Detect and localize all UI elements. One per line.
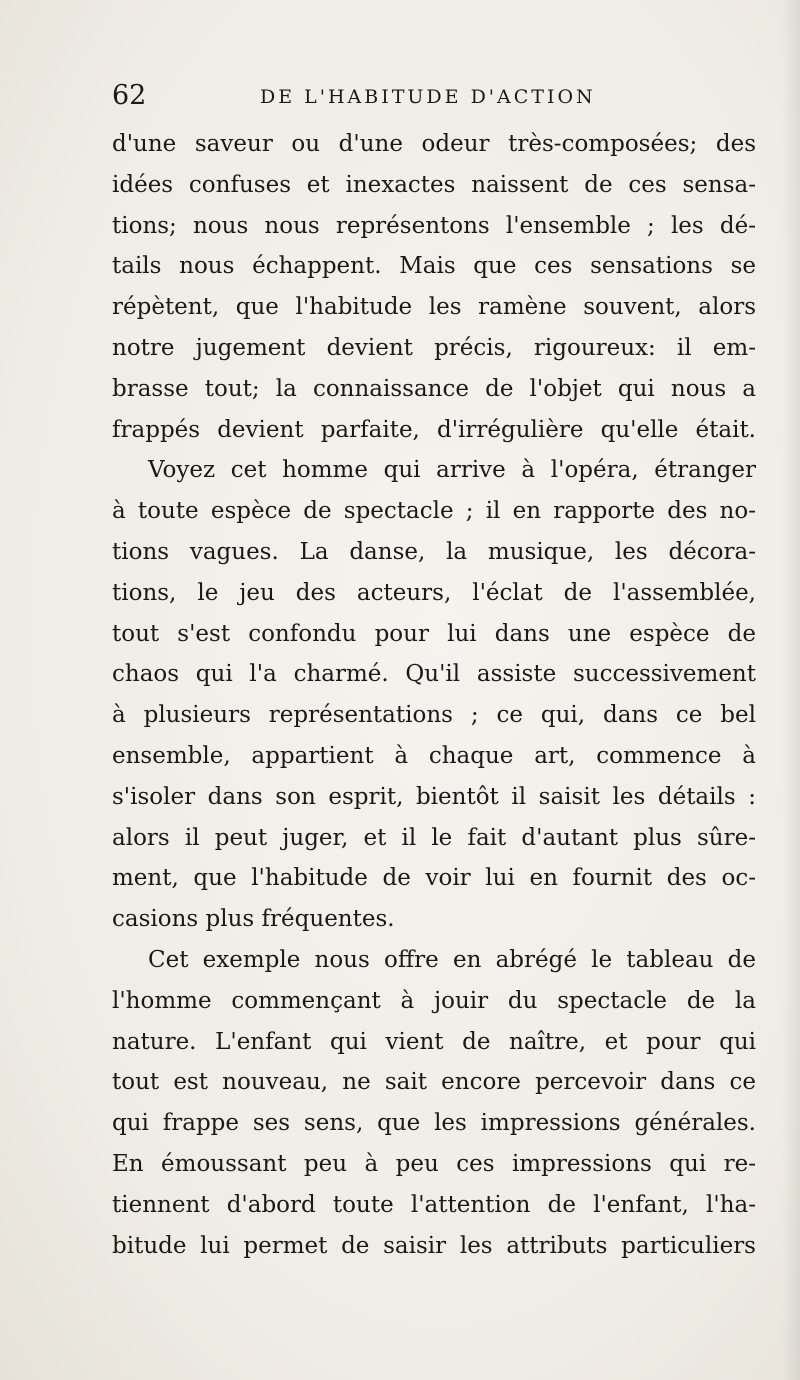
text-line: alors il peut juger, et il le fait d'autant plus sûre- [112, 824, 756, 851]
text-line: chaos qui l'a charmé. Qu'il assiste successivement [112, 661, 756, 688]
text-line: idées confuses et inexactes naissent de ces sensa- [112, 171, 756, 198]
text-line: tions; nous nous représentons l'ensemble ; les dé- [112, 212, 756, 239]
text-line: ment, que l'habitude de voir lui en fournit des oc- [112, 865, 756, 892]
text-line: à toute espèce de spectacle ; il en rapporte des no- [112, 498, 756, 525]
text-line: nature. L'enfant qui vient de naître, et pour qui [112, 1028, 756, 1055]
text-line: frappés devient parfaite, d'irrégulière qu'elle était. [112, 416, 756, 443]
text-line: qui frappe ses sens, que les impressions générales. [112, 1110, 756, 1137]
text-line: Cet exemple nous offre en abrégé le tableau de [148, 946, 756, 973]
text-line: tions, le jeu des acteurs, l'éclat de l'assemblée, [112, 579, 756, 606]
text-line: bitude lui permet de saisir les attributs particuliers [112, 1232, 756, 1259]
text-line: Voyez cet homme qui arrive à l'opéra, étranger [148, 457, 756, 484]
text-line: casions plus fréquentes. [112, 906, 395, 933]
running-head: DE L'HABITUDE D'ACTION [260, 86, 596, 108]
text-line: d'une saveur ou d'une odeur très-composées; des [112, 131, 756, 157]
text-line: notre jugement devient précis, rigoureux: il em- [112, 334, 756, 361]
text-line: tails nous échappent. Mais que ces sensations se [112, 253, 756, 280]
text-line: En émoussant peu à peu ces impressions qui re- [112, 1150, 756, 1177]
body-text [112, 124, 756, 1266]
text-line: tout est nouveau, ne sait encore percevoir dans ce [112, 1069, 756, 1096]
page-number: 62 [112, 80, 147, 111]
text-line: à plusieurs représentations ; ce qui, dans ce bel [112, 702, 756, 729]
text-line: ensemble, appartient à chaque art, commence à [112, 742, 756, 769]
text-line: répètent, que l'habitude les ramène souvent, alors [112, 294, 756, 321]
paragraph-3 [112, 940, 756, 1266]
text-line: tions vagues. La danse, la musique, les décora- [112, 538, 756, 565]
text-line: tiennent d'abord toute l'attention de l'enfant, l'ha- [112, 1191, 756, 1218]
page-edge-shadow [782, 0, 800, 1380]
text-line: tout s'est confondu pour lui dans une espèce de [112, 620, 756, 647]
page-header [112, 78, 612, 118]
text-line: l'homme commençant à jouir du spectacle de la [112, 987, 756, 1014]
paragraph-1 [112, 124, 756, 450]
text-line: brasse tout; la connaissance de l'objet qui nous a [112, 375, 756, 402]
text-line: s'isoler dans son esprit, bientôt il saisit les détails : [112, 783, 756, 810]
paragraph-2 [112, 450, 756, 940]
